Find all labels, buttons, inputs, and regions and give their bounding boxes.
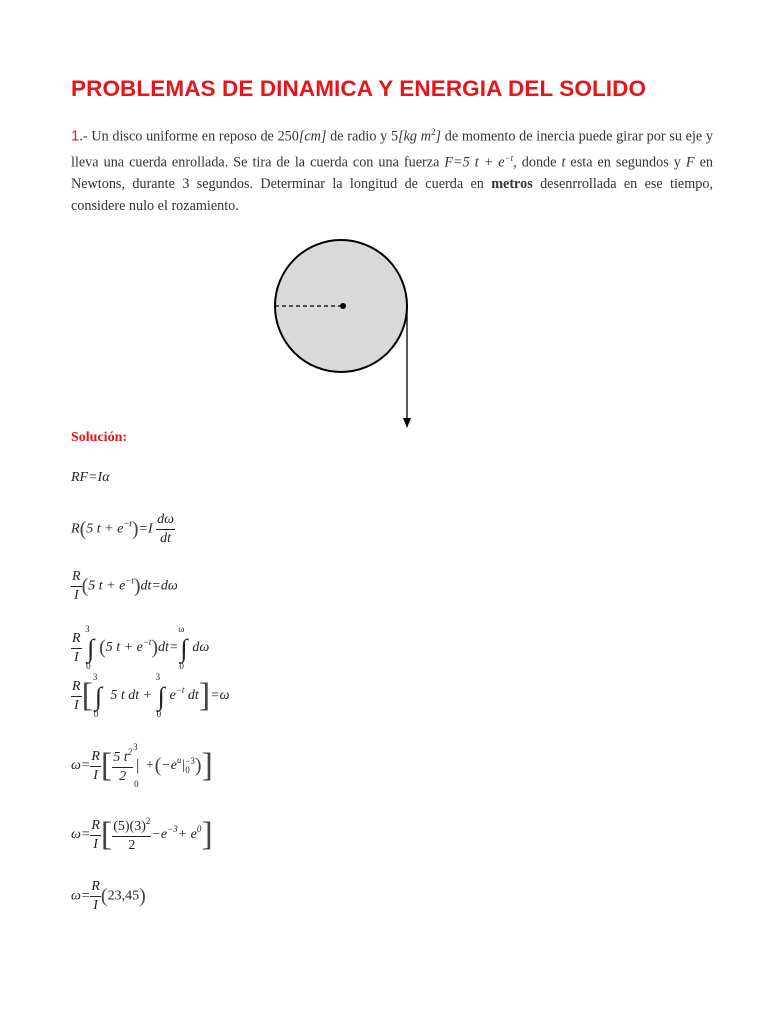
numerator: dω: [156, 513, 175, 530]
eq-term: −e: [151, 827, 168, 843]
unit-bracket: ]: [435, 128, 441, 145]
bold-word: metros: [491, 176, 533, 193]
numerator: R: [90, 750, 101, 767]
denominator: 2: [119, 769, 127, 784]
numerator: [112, 817, 151, 837]
problem-text: .- Un disco uniforme en reposo de 250: [79, 128, 299, 145]
eq-exponent: 2: [145, 816, 151, 826]
eq-term: dt=dω: [140, 578, 178, 594]
eq-fraction: [112, 817, 151, 853]
eq-exponent: −t: [175, 685, 185, 696]
eq-fraction: [71, 632, 82, 665]
denominator: I: [73, 588, 79, 603]
denominator: I: [93, 836, 98, 852]
eq-term: −e: [161, 758, 177, 774]
var-t: t: [561, 154, 566, 171]
denominator: I: [73, 697, 79, 713]
var-F: F: [685, 154, 695, 171]
numerator: R: [71, 680, 82, 697]
problem-text: en Newtons, durante 3 segundos. Determinar la longitud de cuerda en: [71, 154, 713, 193]
force-exponent: −t: [504, 153, 514, 164]
equation-7: ω= $\frac{R}{I}$ [ $\frac{(5)(3)^2}{2}$ $-e^{-3}+ e^0$]: [71, 816, 213, 853]
eq-term: ω=: [71, 827, 91, 843]
eq-limits: [185, 757, 195, 775]
integral-sign: ω ∫ 0: [178, 624, 188, 671]
lower-limit: 0: [86, 661, 91, 671]
eq-exponent: −t: [123, 518, 132, 529]
eq-term: 5 t dt +: [110, 688, 153, 704]
lower-limit: 0: [156, 709, 162, 719]
upper-limit: 3: [133, 742, 138, 752]
eq-term: 5 t + e: [88, 578, 126, 594]
eq-fraction: [90, 880, 101, 913]
lower-limit: 0: [185, 765, 190, 775]
eq-exponent: 0: [196, 824, 202, 835]
solution-label: Solución:: [71, 430, 128, 445]
integral-sign: 3 ∫ 0: [85, 624, 95, 671]
eq-term: e: [169, 688, 176, 704]
numerator: R: [90, 819, 101, 836]
eq-fraction: [90, 819, 101, 852]
upper-limit: −3: [185, 756, 195, 766]
upper-limit: 3: [92, 672, 98, 682]
upper-limit: ω: [178, 624, 185, 634]
denominator: I: [93, 898, 98, 913]
problem-statement: [71, 122, 713, 217]
eq-exponent: −t: [142, 637, 152, 648]
eq-term: ω=: [71, 888, 91, 904]
problem-text: desenrrollada en ese tiempo, considere nulo el rozamiento.: [71, 176, 713, 214]
eq-fraction: [71, 680, 82, 713]
eq-symbol: R: [71, 521, 80, 537]
eq-fraction: [112, 748, 133, 784]
equation-4: $\frac{R}{I}$ 3 ∫ 0 (5 $t + e^{-t})dt=$ ω ∫ 0 dω: [72, 624, 210, 671]
upper-limit: 3: [85, 624, 90, 634]
equation-2: R(5 $t + e^{-t})=I$ $\frac{d\omega}{dt}$: [71, 512, 175, 546]
unit-kgm2: [kg m: [398, 128, 431, 145]
eq-fraction: [156, 513, 175, 546]
lower-limit: 0: [179, 661, 184, 671]
center-point: [340, 303, 346, 309]
eq-term: |: [181, 758, 186, 774]
lower-limit: 0: [134, 779, 139, 789]
force-arrow: [403, 418, 411, 428]
eq-term: ω=: [71, 758, 91, 774]
eq-term: dt=: [158, 640, 179, 656]
upper-limit: 3: [155, 672, 161, 682]
integral-sign: 3 ∫ 0: [92, 672, 103, 719]
integral-sign: 3 ∫ 0: [155, 672, 165, 719]
numerator-text: (5)(3): [113, 819, 146, 834]
numerator: R: [71, 570, 82, 587]
page-title: PROBLEMAS DE DINAMICA Y ENERGIA DEL SOLIDO: [71, 76, 647, 101]
eq-exponent: 2: [127, 747, 133, 757]
disk-diagram: [265, 230, 425, 435]
denominator: I: [93, 767, 98, 783]
problem-text: , donde: [513, 154, 562, 171]
eq-exponent: u: [176, 755, 182, 766]
equation-5: $\frac{R}{I}$ [ 3 ∫ 0 5 t dt + 3 ∫ 0 $e^{-t}$ dt]=ω: [72, 672, 230, 719]
lower-limit: 0: [93, 709, 99, 719]
numerator-text: 5 t: [113, 750, 128, 765]
evaluation-bar: 3 | 0: [133, 742, 140, 789]
eq-term: dt: [187, 688, 199, 704]
denominator: dt: [160, 531, 172, 546]
eq-fraction: [71, 570, 82, 603]
force-formula: F=5 t + e: [444, 154, 505, 171]
eq-exponent: −t: [125, 575, 134, 586]
numerator: [112, 748, 133, 768]
eq-term: + e: [177, 827, 197, 843]
eq-fraction: [90, 750, 101, 783]
eq-value: 23,45: [107, 888, 140, 904]
eq-exponent: −3: [167, 824, 178, 835]
eq-term: =ω: [210, 688, 230, 704]
equation-6: ω= $\frac{R}{I}$ [ $\frac{5 t^2}{2}$ 3 | 0 $+(-e^u|-3$ 0 )]: [71, 742, 213, 789]
problem-text: de momento de inercia puede girar por su eje y lleva una cuerda enrollada. Se tira de la cuerda con una fuerza: [71, 128, 714, 171]
denominator: 2: [128, 838, 136, 853]
unit-cm: [cm]: [298, 128, 327, 145]
eq-term: =I: [138, 521, 153, 537]
eq-term: 5 t + e: [86, 521, 124, 537]
problem-text: de radio y 5: [326, 128, 399, 145]
equation-3: $\frac{R}{I}$ (5 $t + e^{-t})dt=d\omega$: [72, 569, 178, 603]
unit-exponent: 2: [430, 127, 436, 137]
problem-text: esta en segundos y: [565, 154, 686, 171]
problem-number: 1: [71, 127, 80, 145]
eq-term: 5 t + e: [105, 640, 143, 656]
eq-term: +: [145, 758, 155, 774]
eq-term: dω: [192, 640, 210, 656]
numerator: R: [90, 880, 101, 897]
denominator: I: [73, 649, 79, 665]
equation-8: ω= $\frac{R}{I}$ (23,45): [71, 879, 146, 913]
numerator: R: [71, 632, 82, 649]
equation-1: RF=Iα: [71, 470, 110, 485]
